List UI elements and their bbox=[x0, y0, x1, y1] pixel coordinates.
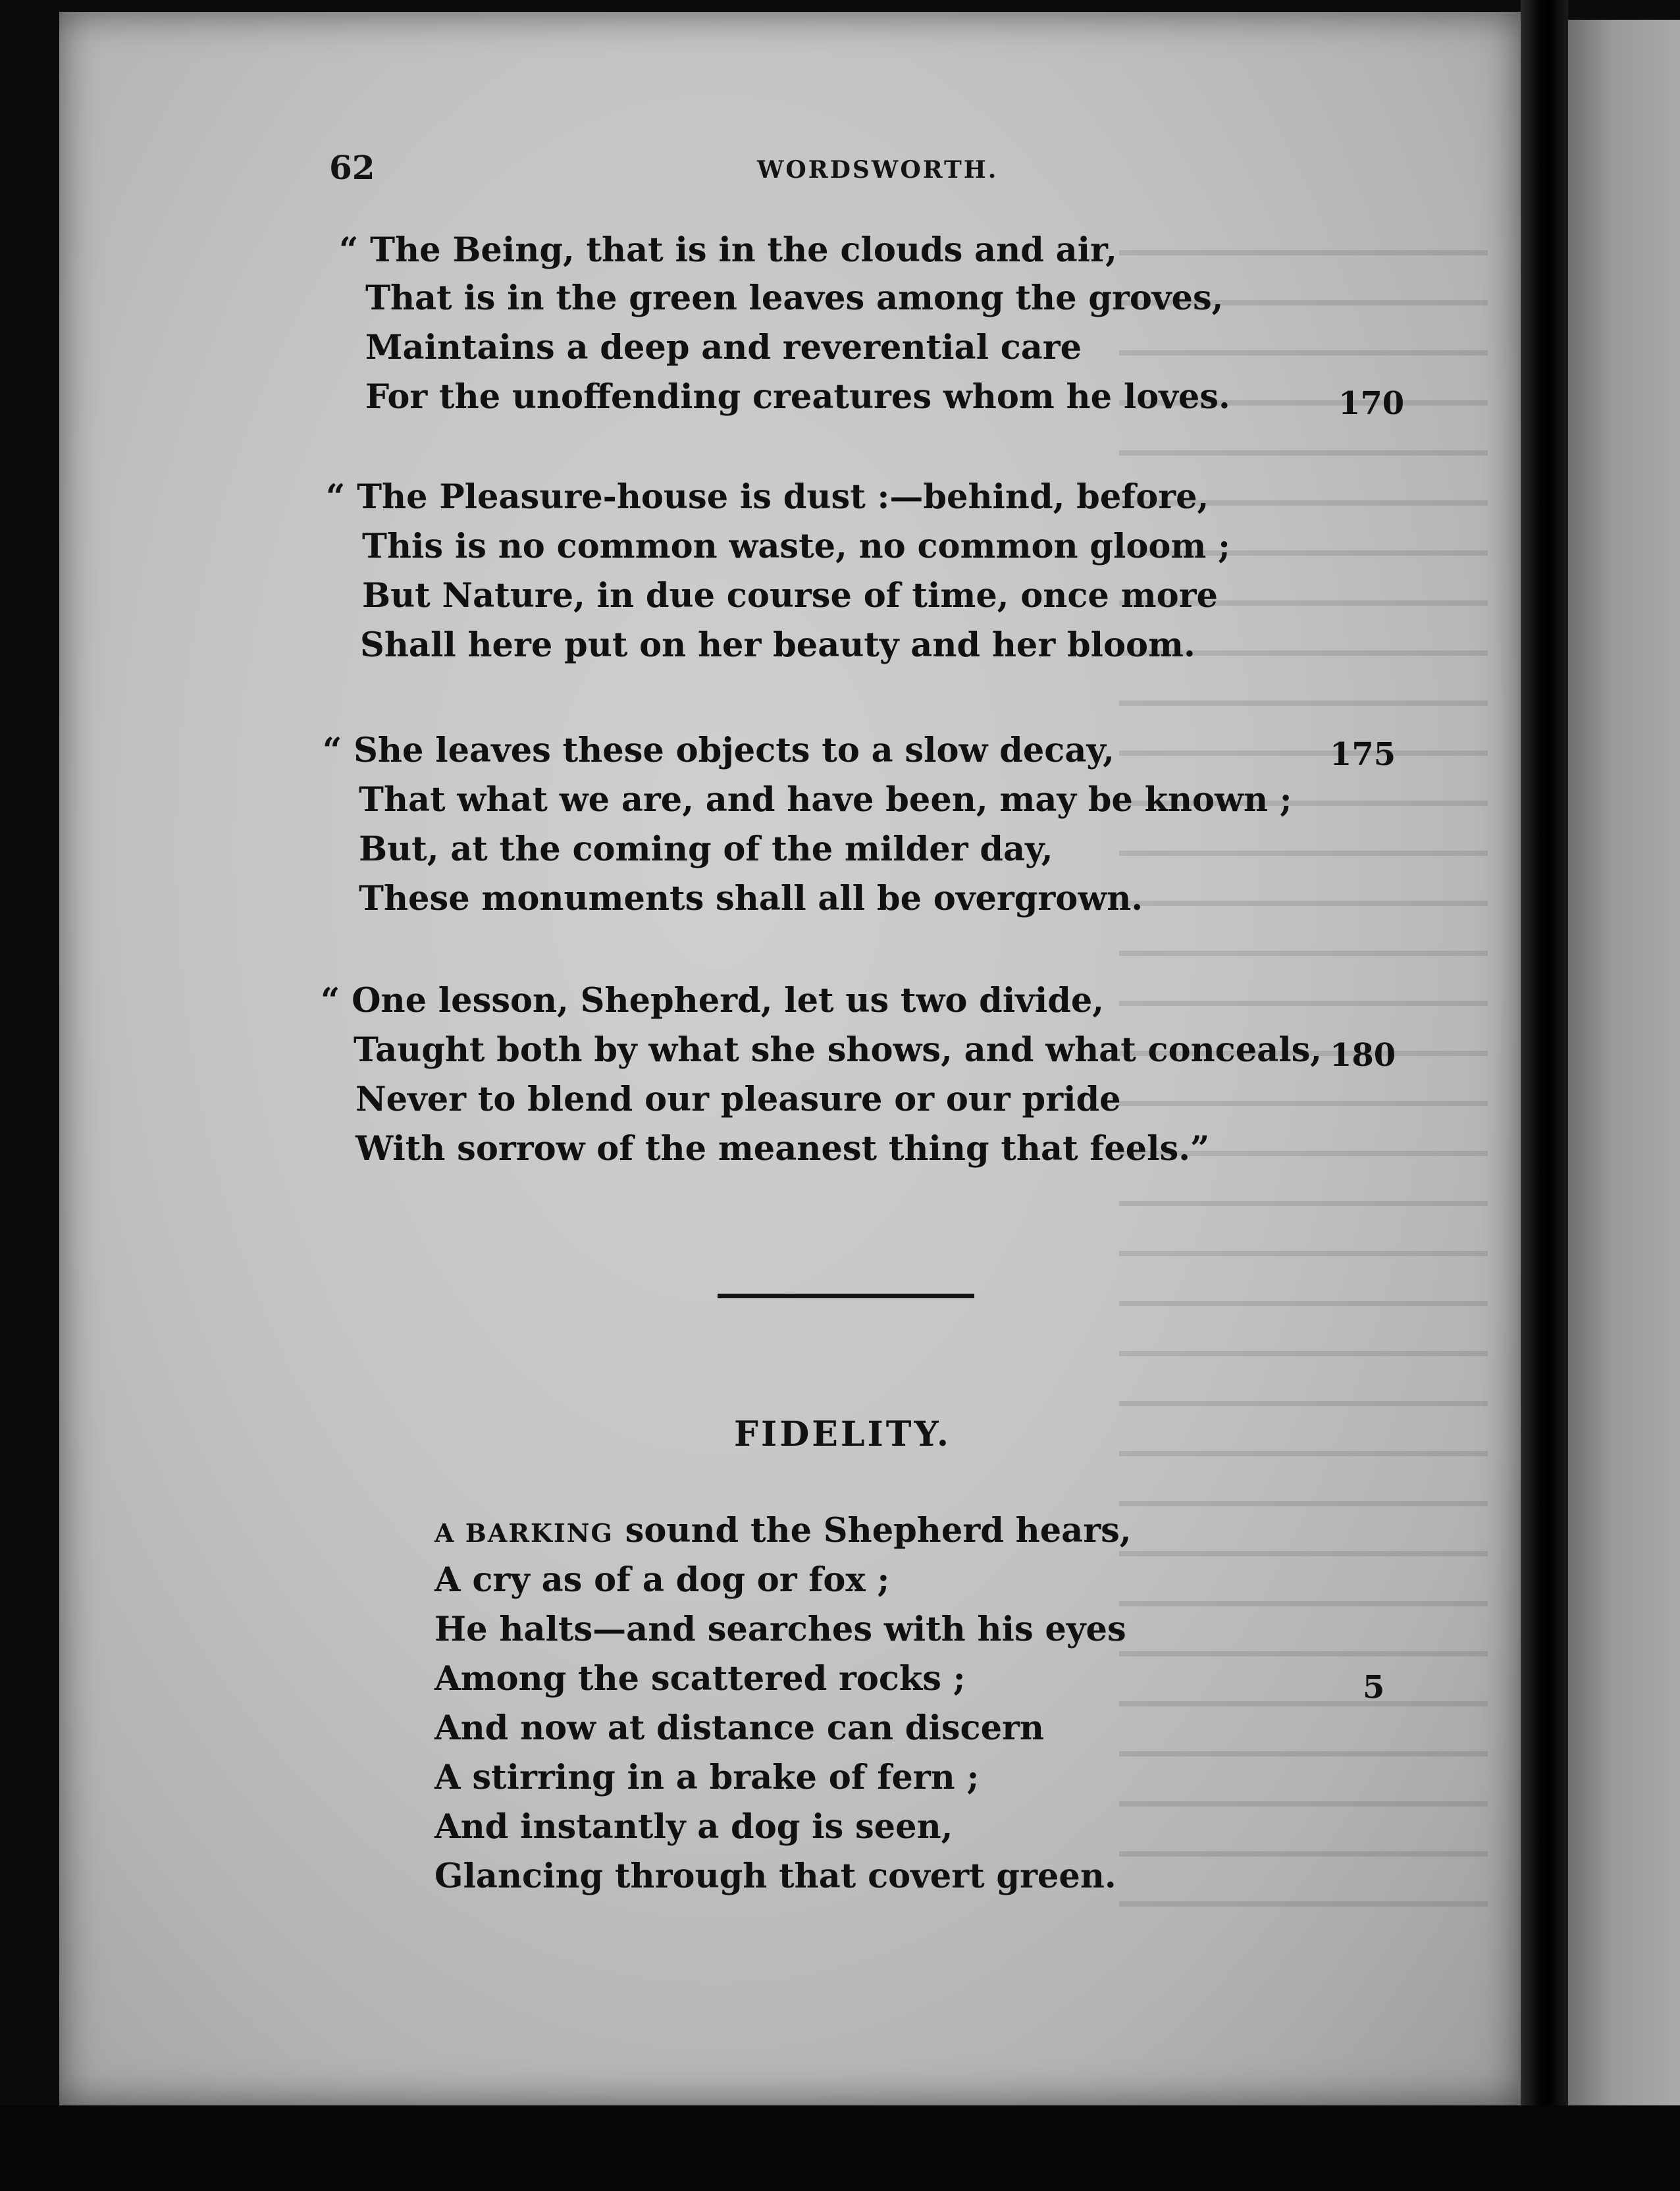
verse-line: Among the scattered rocks ; bbox=[434, 1659, 966, 1699]
verse-line: “ One lesson, Shepherd, let us two divide, bbox=[321, 981, 1105, 1020]
stanza-1 bbox=[339, 227, 1458, 425]
running-head bbox=[329, 148, 1382, 188]
verse-line: Shall here put on her beauty and her bloom. bbox=[360, 625, 1195, 665]
verse-line: But Nature, in due course of time, once more bbox=[362, 576, 1218, 616]
verse-line: A stirring in a brake of fern ; bbox=[434, 1758, 980, 1797]
verse-line: Taught both by what she shows, and what conceals, bbox=[354, 1030, 1323, 1070]
poem-fidelity-stanza bbox=[434, 1508, 1422, 1916]
smallcaps-opening: A BARKING bbox=[434, 1518, 614, 1548]
verse-line bbox=[434, 1508, 1132, 1554]
verse-line: “ She leaves these objects to a slow decay, bbox=[323, 731, 1115, 770]
verse-line: Glancing through that covert green. bbox=[434, 1857, 1116, 1896]
facing-page-edge bbox=[1568, 20, 1680, 2113]
stanza-2 bbox=[326, 474, 1445, 672]
line-number-5: 5 bbox=[1363, 1669, 1385, 1706]
verse-line: That is in the green leaves among the groves, bbox=[365, 278, 1224, 318]
verse-line: For the unoffending creatures whom he loves. bbox=[365, 377, 1230, 417]
verse-line: And instantly a dog is seen, bbox=[434, 1807, 953, 1847]
section-divider-rule bbox=[718, 1294, 974, 1298]
stanza-4 bbox=[321, 978, 1440, 1175]
poem-title: FIDELITY. bbox=[733, 1414, 952, 1454]
page-number: 62 bbox=[329, 148, 375, 187]
verse-line: But, at the coming of the milder day, bbox=[359, 830, 1053, 869]
verse-line-rest: sound the Shepherd hears, bbox=[613, 1511, 1132, 1550]
verse-line: And now at distance can discern bbox=[434, 1708, 1044, 1748]
verse-line: “ The Being, that is in the clouds and air, bbox=[339, 230, 1117, 270]
verse-line: This is no common waste, no common gloom ; bbox=[362, 527, 1230, 566]
line-number-170: 170 bbox=[1338, 385, 1405, 422]
verse-line: A cry as of a dog or fox ; bbox=[434, 1560, 890, 1600]
verse-line: Maintains a deep and reverential care bbox=[365, 328, 1082, 367]
verse-line: These monuments shall all be overgrown. bbox=[359, 879, 1143, 918]
verse-line: He halts—and searches with his eyes bbox=[434, 1610, 1126, 1649]
line-number-175: 175 bbox=[1330, 736, 1396, 773]
verse-line: That what we are, and have been, may be known ; bbox=[359, 780, 1292, 820]
running-head-title: WORDSWORTH. bbox=[757, 156, 999, 184]
verse-line: With sorrow of the meanest thing that feels.” bbox=[355, 1129, 1210, 1169]
verse-line: “ The Pleasure-house is dust :—behind, before, bbox=[326, 477, 1209, 517]
scan-bottom-edge bbox=[0, 2105, 1680, 2191]
line-number-180: 180 bbox=[1330, 1037, 1396, 1074]
stanza-3 bbox=[323, 727, 1442, 925]
verse-line: Never to blend our pleasure or our pride bbox=[355, 1080, 1121, 1119]
book-spine bbox=[1521, 0, 1568, 2191]
